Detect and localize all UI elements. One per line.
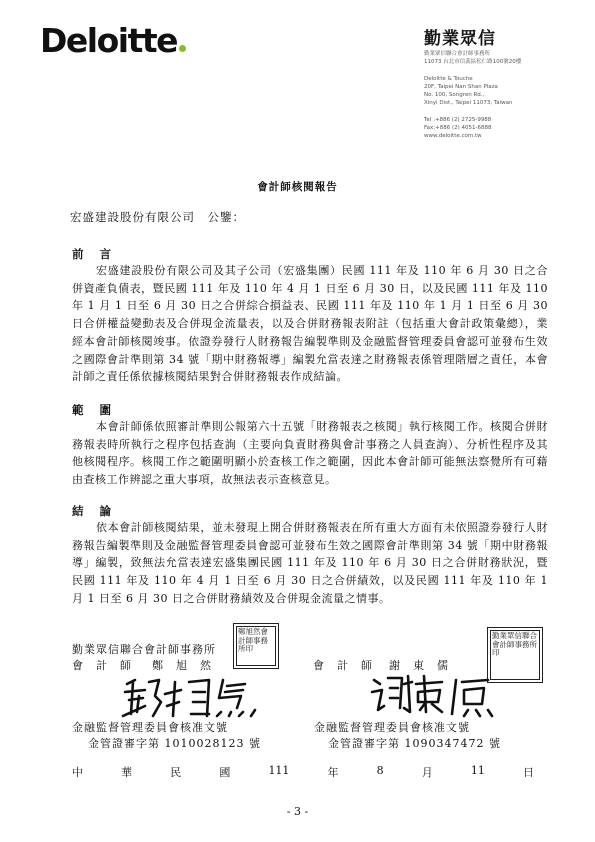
date-part: 民: [170, 766, 182, 779]
section-heading-conclusion: 結論: [72, 504, 127, 518]
logo-green-dot: [179, 45, 186, 52]
right-cert-number: 金管證審字第 1090347472 號: [328, 737, 501, 750]
firm-address-block: [424, 50, 521, 140]
address-line: [424, 66, 521, 74]
section-heading-scope: 範圍: [72, 403, 127, 417]
date-part: 年: [327, 766, 339, 779]
firm-name-signature: 勤業眾信聯合會計師事務所: [72, 643, 216, 656]
section-body-conclusion: 依本會計師核閱結果，並未發現上開合併財務報表在所有重大方面有未依照證券發行人財務報告編製準則及金融監督管理委員會認可並發布生效之國際會計準則第 34 號「期中財務報導」編製，致無法允當表達宏盛集團民國 111 年及 110 年 6 月 30 日之合併財務狀況，暨民國 111 年及 110 年 4 月 1 日至 6 月 30 日之合併績效，以及民國 111 年及 110 年 1 月 1 日至 6 月 30 日之合併財務績效及合併現金流量之情事。: [72, 521, 548, 605]
left-cpa-seal: 鄭旭然會計師事務所印: [233, 623, 279, 669]
deloitte-logo: Deloitte: [40, 24, 186, 57]
address-line: www.deloitte.com.tw: [424, 133, 482, 140]
address-line: No. 100, Songren Rd.,: [424, 92, 485, 99]
right-cpa-seal: 勤業眾信聯合會計師事務所印: [487, 627, 543, 683]
left-cpa-role: 會 計 師: [72, 659, 132, 672]
address-line: Fax:+886 (2) 4051-6888: [424, 124, 492, 131]
right-approval-label: 金融監督管理委員會核准文號: [314, 721, 470, 734]
address-line: Xinyi Dist., Taipei 11073, Taiwan: [424, 100, 513, 107]
right-cpa-role: 會 計 師: [313, 659, 373, 672]
address-line: [424, 107, 521, 115]
left-approval-label: 金融監督管理委員會核准文號: [72, 721, 228, 734]
right-handwritten-signature: [368, 670, 498, 718]
date-year: 111: [268, 764, 290, 777]
date-part: 中: [72, 766, 83, 779]
address-line: 11073 台北市信義區松仁路100號20樓: [424, 59, 522, 66]
address-line: Deloitte & Touche: [424, 75, 473, 82]
left-cert-number: 金管證審字第 1010028123 號: [88, 737, 261, 750]
date-day: 11: [470, 764, 485, 777]
address-line: 20F, Taipei Nan Shan Plaza: [424, 83, 498, 90]
page-number: - 3 -: [286, 805, 309, 818]
section-heading-introduction: 前言: [72, 247, 127, 261]
date-part: 華: [121, 766, 133, 779]
report-date: [72, 764, 534, 780]
date-part: 國: [219, 766, 231, 779]
address-line: 勤業眾信聯合會計師事務所: [424, 51, 491, 57]
left-cpa-name: 鄭 旭 然: [152, 659, 212, 672]
right-cpa-name: 謝 東 儒: [389, 659, 449, 672]
report-title: 會計師核閱報告: [257, 181, 338, 193]
salutation: 宏盛建設股份有限公司 公鑒：: [70, 210, 245, 224]
section-body-introduction: 宏盛建設股份有限公司及其子公司（宏盛集團）民國 111 年及 110 年 6 月 30 日之合併資產負債表，暨民國 111 年及 110 年 4 月 1 日至 6 月 30 日，以及民國 111 年及 110 年 1 月 1 日至 6 月 30 日之合併綜合損益表、民國 111 年及 110 年 1 月 1 日至 6 月 30 日合併權益變動表及合併現金流量表，以及合併財務報表附註（包括重大會計政策彙總），業經本會計師核閱竣事。依證券發行人財務報告編製準則及金融監督管理委員會認可並發布生效之國際會計準則第 34 號「期中財務報導」編製允當表達之財務報表係管理階層之責任，本會計師之責任係依據核閱結果對合併財務報表作成結論。: [72, 264, 548, 384]
firm-name-cn: 勤業眾信: [424, 29, 496, 49]
date-month: 8: [376, 764, 384, 777]
address-line: Tel :+886 (2) 2725-9988: [424, 116, 492, 123]
section-body-scope: 本會計師係依照審計準則公報第六十五號「財務報表之核閱」執行核閱工作。核閱合併財務報表時所執行之程序包括查詢（主要向負責財務與會計事務之人員查詢）、分析性程序及其他核閱程序。核閱工作之範圍明顯小於查核工作之範圍，因此本會計師可能無法察覺所有可藉由查核工作辨認之重大事項，故無法表示查核意見。: [72, 420, 548, 487]
date-part: 日: [522, 766, 534, 779]
date-part: 月: [421, 766, 433, 779]
left-handwritten-signature: [115, 672, 275, 722]
